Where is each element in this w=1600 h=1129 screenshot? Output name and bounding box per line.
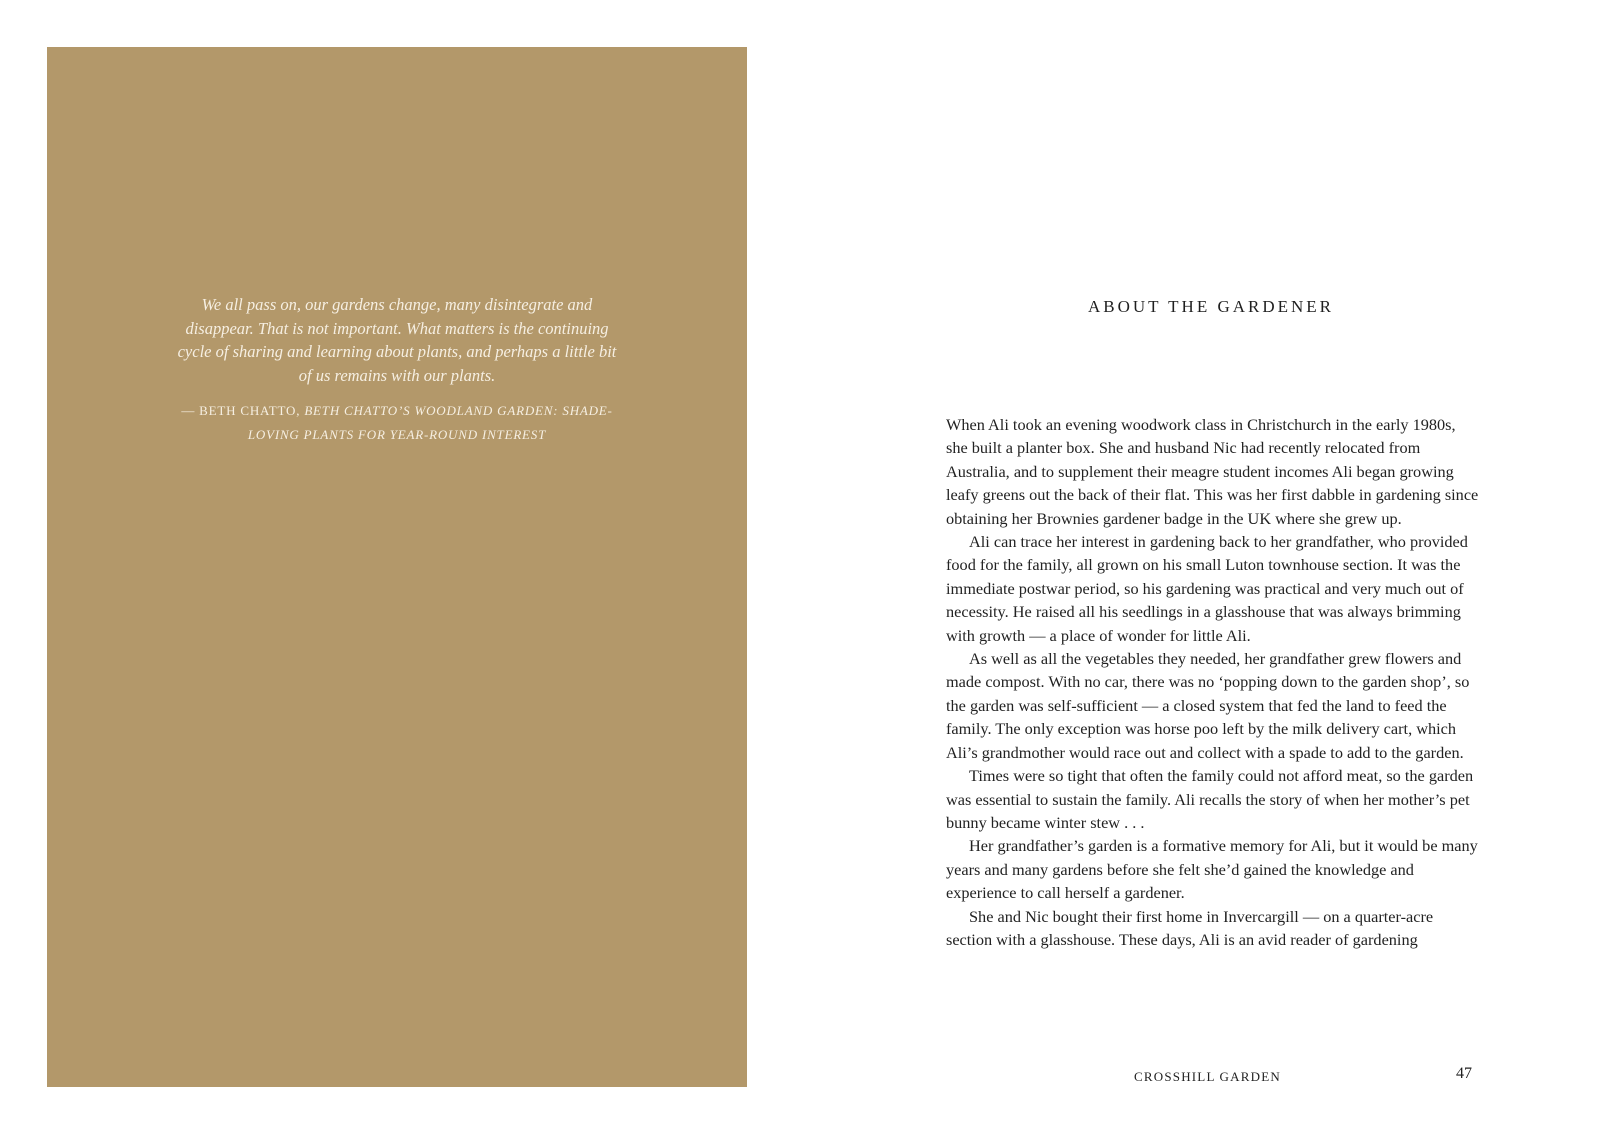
paragraph: Ali can trace her interest in gardening back to her grandfather, who provided food for the family, all grown on his small Luton townhouse section. It was the immediate postwar period, so his gardening was practical and very much out of necessity. He raised all his seedlings in a glasshouse that was always brimming with growth — a place of wonder for little Ali.	[946, 532, 1468, 645]
page-number: 47	[1456, 1065, 1472, 1082]
body-text	[946, 413, 1479, 951]
attribution-book-title: BETH CHATTO’S WOODLAND GARDEN: SHADE-LOVING PLANTS FOR YEAR-ROUND INTEREST	[247, 403, 613, 442]
paragraph: When Ali took an evening woodwork class in Christchurch in the early 1980s, she built a planter box. She and husband Nic had recently relocated from Australia, and to supplement their meagre student incomes Ali began growing leafy greens out the back of their flat. This was her first dabble in gardening since obtaining her Brownies gardener badge in the UK where she grew up.	[946, 415, 1479, 528]
attribution-author: — BETH CHATTO,	[181, 403, 301, 418]
section-heading: ABOUT THE GARDENER	[1087, 297, 1335, 316]
paragraph: As well as all the vegetables they needed, her grandfather grew flowers and made compost. With no car, there was no ‘popping down to the garden shop’, so the garden was self-sufficient — a closed system that fed the land to feed the family. The only exception was horse poo left by the milk delivery cart, which Ali’s grandmother would race out and collect with a spade to add to the garden.	[946, 649, 1470, 762]
paragraph: Times were so tight that often the family could not afford meat, so the garden was essential to sustain the family. Ali recalls the story of when her mother’s pet bunny became winter stew . . .	[946, 766, 1474, 832]
epigraph-attribution	[177, 399, 617, 447]
running-footer-title: CROSSHILL GARDEN	[1134, 1069, 1281, 1084]
left-page-panel	[47, 47, 747, 1087]
paragraph: Her grandfather’s garden is a formative memory for Ali, but it would be many years and many gardens before she felt she’d gained the knowledge and experience to call herself a gardener.	[946, 836, 1478, 903]
paragraph: She and Nic bought their first home in Invercargill — on a quarter-acre section with a glasshouse. These days, Ali is an avid reader of gardening	[946, 906, 1434, 949]
epigraph	[177, 293, 617, 447]
epigraph-quote: We all pass on, our gardens change, many disintegrate and disappear. That is not important. What matters is the continuing cycle of sharing and learning about plants, and perhaps a little bit of us remains with our plants.	[177, 295, 617, 385]
